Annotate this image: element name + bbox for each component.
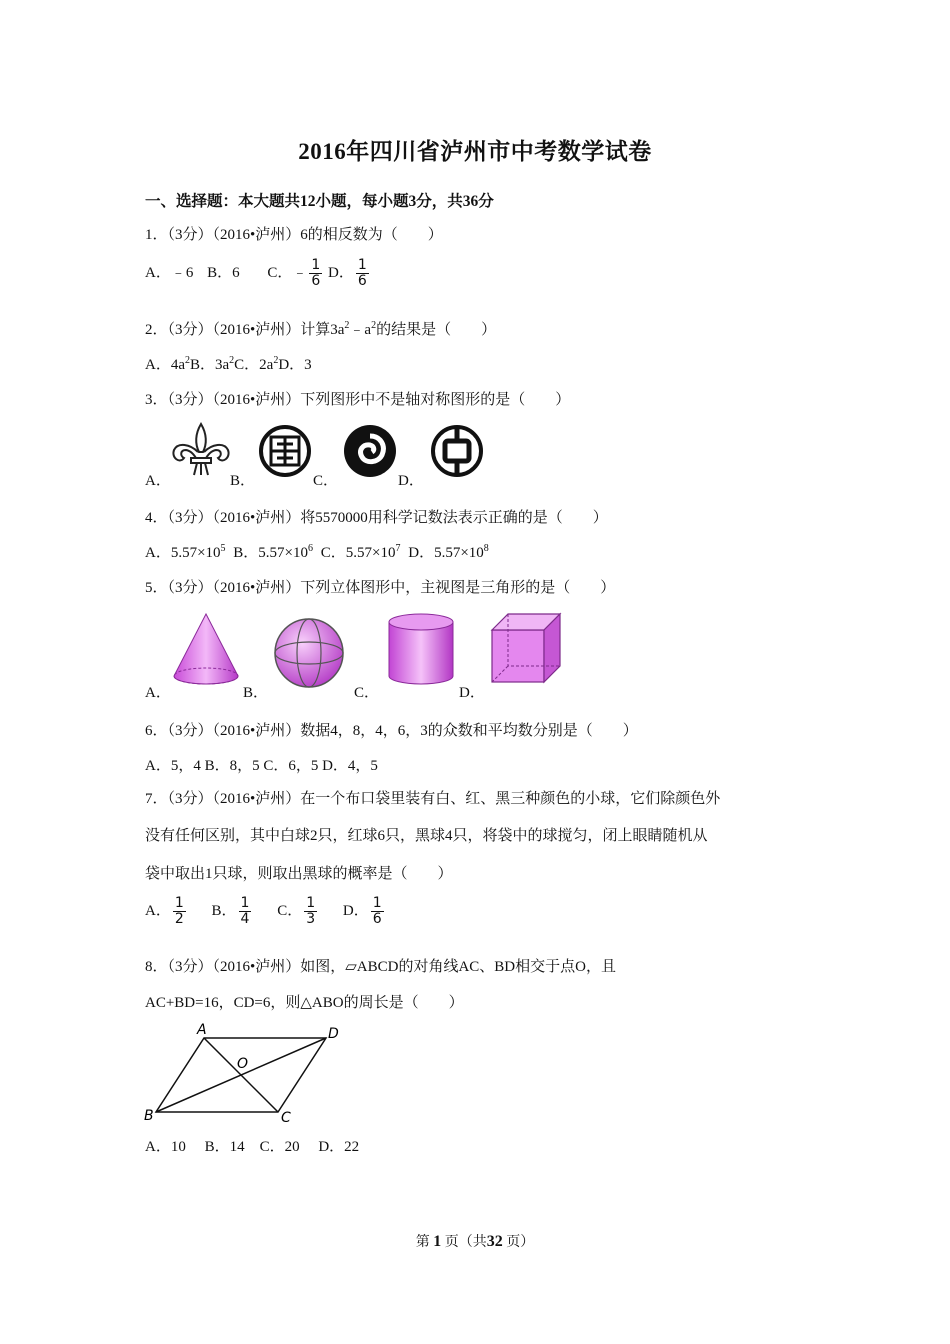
question-6-options: A．5，4 B．8，5 C．6，5 D．4，5: [145, 758, 378, 774]
q1-option-a: A．﹣6: [145, 264, 194, 281]
q5-option-c: C．: [354, 685, 380, 701]
q3-option-b: B．: [230, 473, 256, 489]
sphere-figure: [270, 614, 348, 692]
q1-option-b: B．6: [207, 264, 240, 281]
q7-option-a-fraction: $\frac{1}{2}$: [174, 895, 184, 927]
question-7-line-2: 没有任何区别，其中白球2只，红球6只，黑球4只，将袋中的球搅匀，闭上眼睛随机从: [145, 828, 708, 844]
question-1-stem: 1．（3分）（2016•泸州）6的相反数为（ ）: [145, 227, 443, 243]
q5-option-d: D．: [459, 685, 485, 701]
q5-option-a: A．: [145, 685, 171, 701]
vertex-c-label: C: [281, 1110, 291, 1126]
question-7-line-3: 袋中取出1只球，则取出黑球的概率是（ ）: [145, 866, 453, 882]
total-pages: 32: [486, 1233, 503, 1250]
q3-option-c: C．: [313, 473, 339, 489]
cylinder-figure: [383, 610, 459, 690]
q7-option-b-fraction: $\frac{1}{4}$: [240, 895, 250, 927]
q7-option-c-fraction: $\frac{1}{3}$: [306, 895, 316, 927]
cube-figure: [486, 610, 564, 688]
question-8-options: A．10 B．14 C．20 D．22: [145, 1139, 360, 1155]
bank-logo-icon: [430, 424, 484, 478]
question-2-stem: 2．（3分）（2016•泸州）计算$3a^2﹣a^2$的结果是（ ）: [145, 320, 497, 338]
q7-option-d-fraction: $\frac{1}{6}$: [372, 895, 382, 927]
question-5-stem: 5．（3分）（2016•泸州）下列立体图形中，主视图是三角形的是（ ）: [145, 580, 616, 596]
vertex-a-label: A: [197, 1022, 207, 1038]
question-4-stem: 4．（3分）（2016•泸州）将5570000用科学记数法表示正确的是（ ）: [145, 510, 608, 526]
page-title: 2016年四川省泸州市中考数学试卷: [298, 139, 652, 164]
q1-option-d-label: D．: [328, 264, 354, 281]
question-2-options: A．$4a^2B$．$3a^2C$．$2a^2D$．3: [145, 355, 312, 373]
center-o-label: O: [237, 1056, 249, 1072]
question-6-stem: 6．（3分）（2016•泸州）数据4，8，4，6，3的众数和平均数分别是（ ）: [145, 723, 638, 739]
cone-figure: [168, 610, 244, 686]
q3-option-d: D．: [398, 473, 424, 489]
question-7-options: A． $\frac{1}{2}$ B． $\frac{1}{4}$ C． $\frac{1}{3}$ D． $\frac{1}{6}$: [145, 895, 382, 927]
coin-logo-icon: [258, 424, 312, 478]
vertex-d-label: D: [328, 1026, 339, 1042]
parallelogram-figure: [140, 1020, 350, 1128]
vertex-b-label: B: [144, 1108, 154, 1124]
q5-option-b: B．: [243, 685, 269, 701]
q1-option-c-label: C．﹣: [267, 264, 308, 281]
page-footer: 第 1 页（共32 页）: [415, 1233, 535, 1250]
question-3-stem: 3．（3分）（2016•泸州）下列图形中不是轴对称图形的是（ ）: [145, 392, 571, 408]
section-heading: 一、选择题：本大题共12小题，每小题3分，共36分: [145, 193, 494, 210]
q1-option-c-fraction: $\frac{1}{6}$: [311, 257, 321, 289]
question-8-line-1: 8．（3分）（2016•泸州）如图，▱ABCD的对角线AC、BD相交于点O，且: [145, 959, 616, 975]
question-1-options: [145, 258, 371, 289]
question-8-line-2: AC+BD=16，CD=6，则△ABO的周长是（ ）: [145, 995, 464, 1011]
question-7-line-1: 7．（3分）（2016•泸州）在一个布口袋里装有白、红、黑三种颜色的小球，它们除颜色外: [145, 791, 721, 807]
spiral-logo-icon: [341, 422, 399, 480]
fleur-de-lis-icon: [168, 420, 234, 480]
q1-option-d-fraction: $\frac{1}{6}$: [357, 257, 367, 289]
question-4-options: A．$5.57\times 10^5$ B．$5.57\times 10^6$ C．$5.57\times 10^7$ D．$5.57\times 10^8$: [145, 543, 489, 561]
current-page-number: 1: [433, 1233, 442, 1250]
q3-option-a: A．: [145, 473, 171, 489]
